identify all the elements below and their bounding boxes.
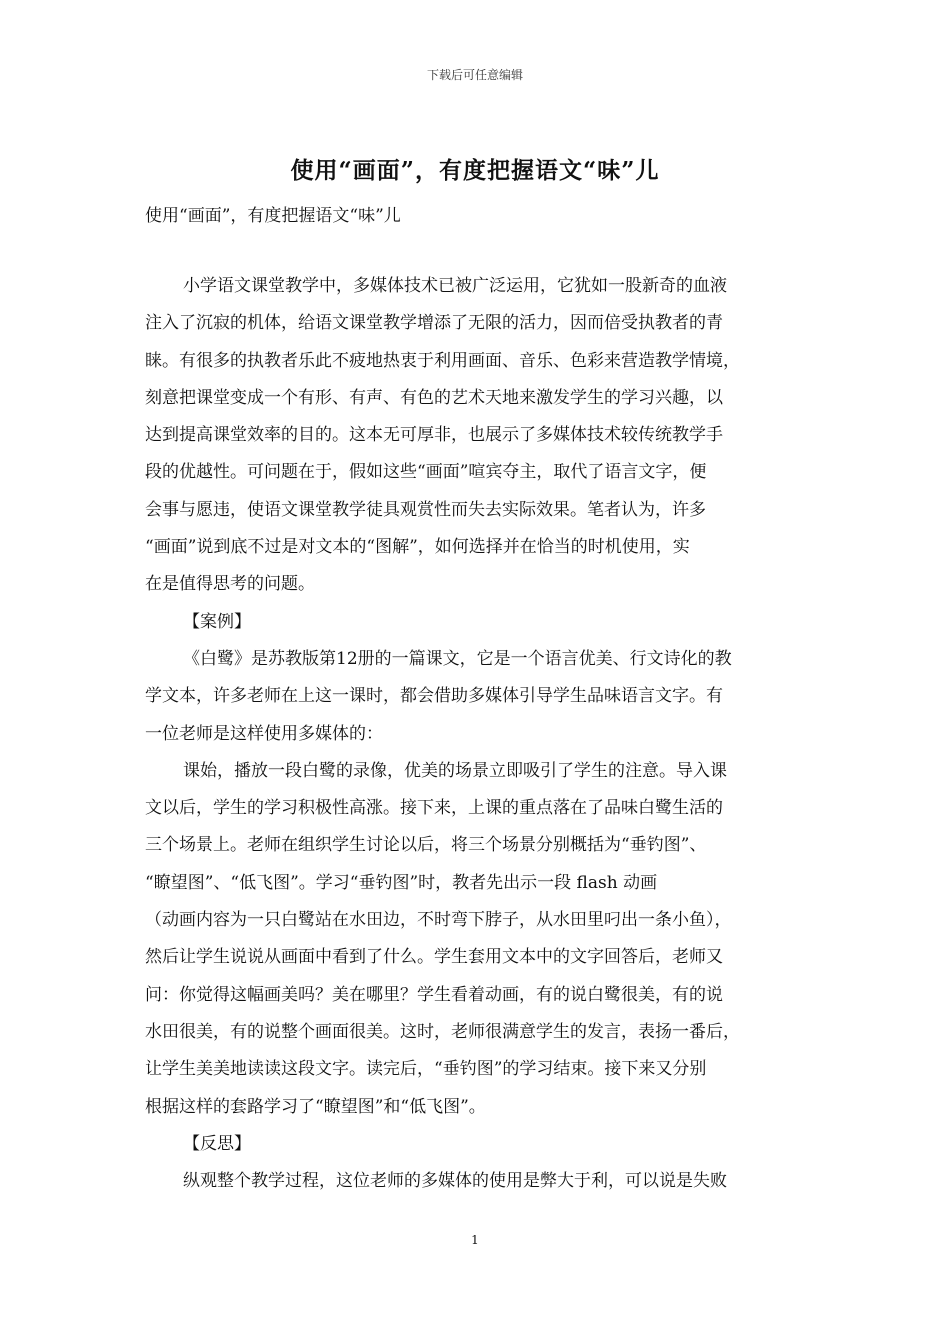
page-number: 1 xyxy=(471,1233,479,1247)
text-line: 根据这样的套路学习了“瞭望图”和“低飞图”。 xyxy=(145,1096,486,1117)
page-header: 下载后可任意编辑 xyxy=(426,68,523,82)
text-line: 三个场景上。老师在组织学生讨论以后，将三个场景分别概括为“垂钓图”、 xyxy=(145,835,707,856)
text-line: 水田很美，有的说整个画面很美。这时，老师很满意学生的发言，表扬一番后， xyxy=(145,1021,740,1042)
text-line: 注入了沉寂的机体，给语文课堂教学增添了无限的活力，因而倍受执教者的青 xyxy=(145,313,723,334)
text-line: 问：你觉得这幅画美吗？美在哪里？学生看着动画，有的说白鹭很美，有的说 xyxy=(145,984,723,1005)
text-line: 课始，播放一段白鹭的录像，优美的场景立即吸引了学生的注意。导入课 xyxy=(183,760,727,781)
document-body xyxy=(145,272,810,1204)
text-line: 让学生美美地读读这段文字。读完后，“垂钓图”的学习结束。接下来又分别 xyxy=(145,1059,707,1080)
text-line: 文以后，学生的学习积极性高涨。接下来，上课的重点落在了品味白鹭生活的 xyxy=(145,798,723,819)
text-line: 小学语文课堂教学中，多媒体技术已被广泛运用，它犹如一股新奇的血液 xyxy=(183,276,727,296)
document-title: 使用“画面”，有度把握语文“味”儿 xyxy=(290,157,660,184)
text-line: 《白鹭》是苏教版第12册的一篇课文，它是一个语言优美、行文诗化的教 xyxy=(183,648,732,669)
text-line: “画面”说到底不过是对文本的“图解”，如何选择并在恰当的时机使用，实 xyxy=(145,537,690,558)
text-line: 在是值得思考的问题。 xyxy=(145,574,315,595)
text-line: 纵观整个教学过程，这位老师的多媒体的使用是弊大于利，可以说是失败 xyxy=(183,1171,727,1192)
text-line: 达到提高课堂效率的目的。这本无可厚非，也展示了多媒体技术较传统教学手 xyxy=(145,425,723,446)
text-line: 【反思】 xyxy=(183,1133,251,1154)
text-line: 会事与愿违，使语文课堂教学徒具观赏性而失去实际效果。笔者认为，许多 xyxy=(145,499,706,520)
text-line: 睐。有很多的执教者乐此不疲地热衷于利用画面、音乐、色彩来营造教学情境， xyxy=(145,350,740,371)
text-line: 然后让学生说说从画面中看到了什么。学生套用文本中的文字回答后，老师又 xyxy=(145,947,723,968)
text-line: 刻意把课堂变成一个有形、有声、有色的艺术天地来激发学生的学习兴趣，以 xyxy=(145,387,723,408)
text-line: 段的优越性。可问题在于，假如这些“画面”喧宾夺主，取代了语言文字，便 xyxy=(145,462,707,483)
text-line: 【案例】 xyxy=(183,611,251,632)
text-line: 一位老师是这样使用多媒体的： xyxy=(145,723,383,744)
text-line: “瞭望图”、“低飞图”。学习“垂钓图”时，教者先出示一段 flash 动画 xyxy=(145,872,658,893)
text-line: 学文本，许多老师在上这一课时，都会借助多媒体引导学生品味语言文字。有 xyxy=(145,686,723,707)
document-subtitle: 使用“画面”，有度把握语文“味”儿 xyxy=(145,206,401,226)
text-line: （动画内容为一只白鹭站在水田边，不时弯下脖子，从水田里叼出一条小鱼）， xyxy=(145,910,732,931)
